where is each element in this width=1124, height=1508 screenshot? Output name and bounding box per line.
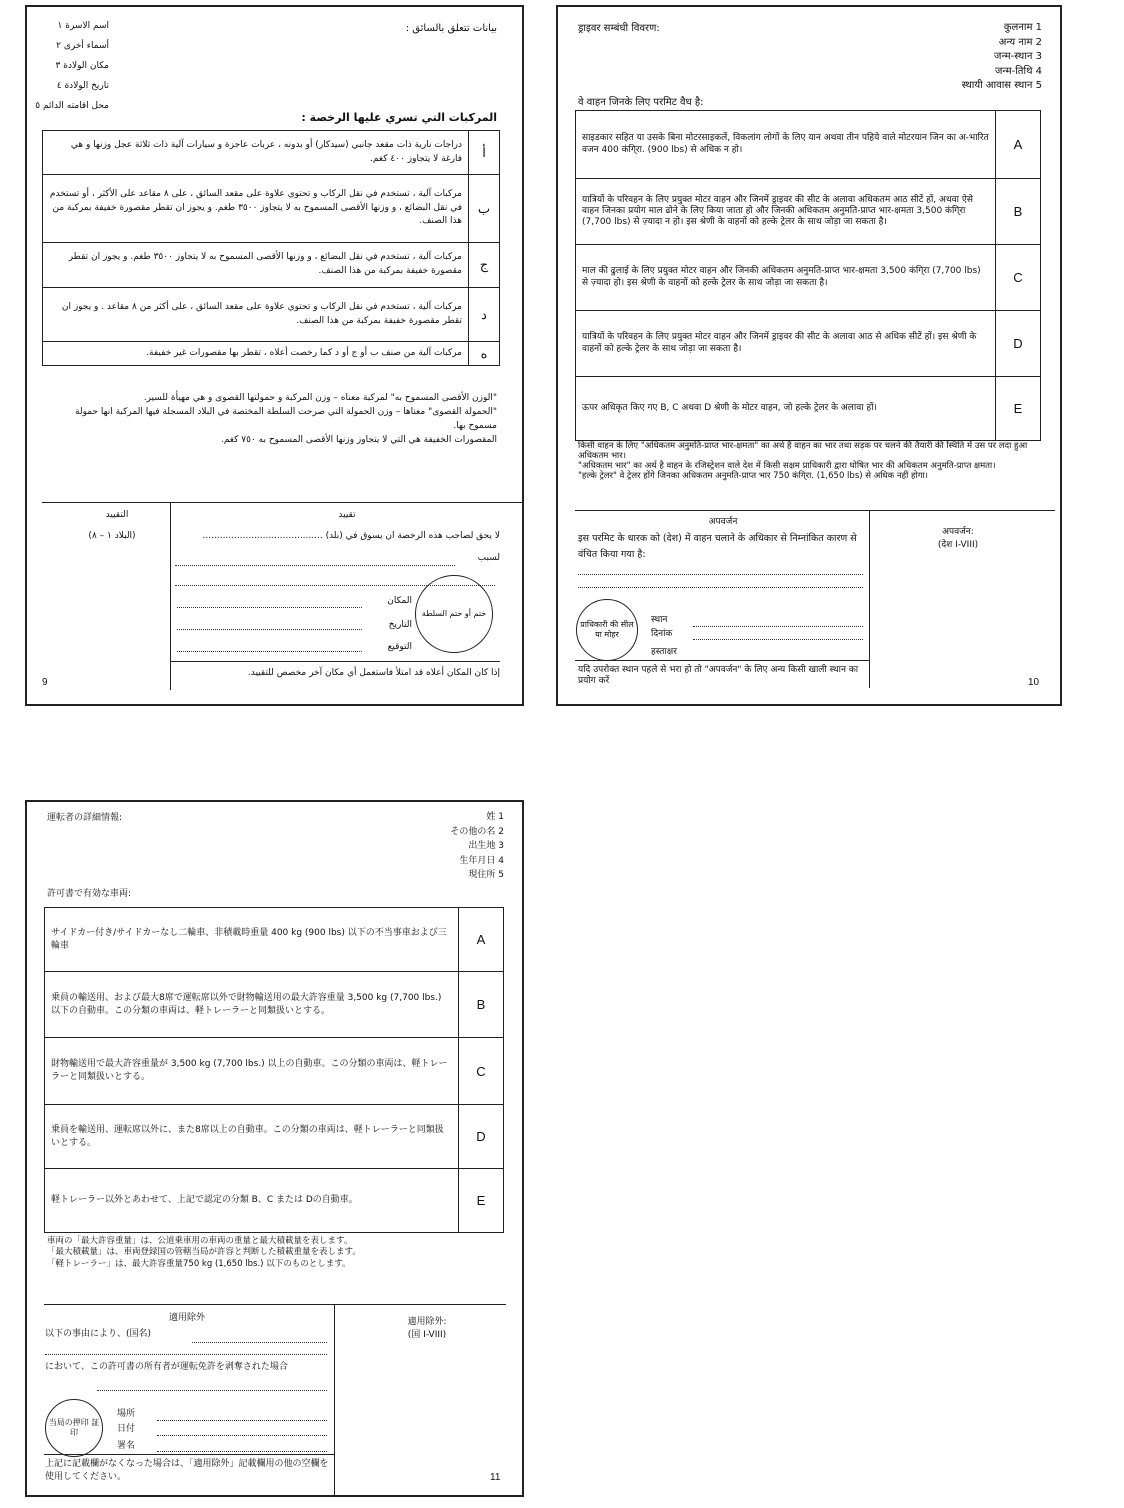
- header-title: بيانات تتعلق بالسائق :: [405, 23, 497, 34]
- date-label: 日付: [117, 1424, 136, 1434]
- exclusion-side-text: (देश I-VIII): [937, 540, 979, 550]
- vehicles-heading: 許可書で有効な車両:: [47, 889, 132, 899]
- field-surname: कुलनाम 1: [1003, 22, 1042, 33]
- exclusion-side-heading: अपवर्जन:: [942, 527, 974, 537]
- place-label: स्थान: [651, 615, 668, 625]
- page-number: 9: [42, 677, 48, 688]
- field-birthplace: जन्म-स्थान 3: [994, 51, 1042, 62]
- category-code: A: [996, 111, 1041, 179]
- note-max-weight: 車両の「最大許容重量」は、公道乗車用の車両の重量と最大積載量を表します。: [47, 1236, 353, 1246]
- field-birthdate: 生年月日 4: [459, 855, 504, 866]
- category-text: مركبات آلية ، تستخدم في نقل البضائع ، و وزنها الأقصى المسموح به لا يتجاوز ٣٥٠٠ طغم. و يجوز ان تقطر مقصورة خفيفة بمركبة من هذا الصنف.: [43, 243, 469, 288]
- date-label: التاريخ: [388, 620, 412, 630]
- category-code: E: [459, 1169, 504, 1233]
- exclusion-side-heading: 適用除外:: [407, 1317, 447, 1327]
- divider: [44, 1304, 506, 1305]
- category-code: أ: [469, 131, 500, 175]
- divider: [42, 502, 524, 503]
- restriction-side-heading: التقييد: [105, 510, 129, 520]
- category-row: [576, 245, 1041, 311]
- category-row: [43, 131, 500, 175]
- footer-note: यदि उपरोक्त स्थान पहले से भरा हो तो "अपवर्जन" के लिए अन्य किसी खाली स्थान का प्रयोग करें: [578, 665, 859, 687]
- category-code: B: [996, 179, 1041, 245]
- category-row: [45, 1169, 504, 1233]
- category-row: [45, 1105, 504, 1169]
- header-title: ड्राइवर सम्बंधी विवरण:: [578, 23, 660, 34]
- category-code: ه: [469, 342, 500, 366]
- exclusion-text: इस परमिट के धारक को (देश) में वाहन चलाने के अधिकार से निम्नांकित कारण से वंचित किया गया है:: [578, 533, 857, 561]
- category-text: साइडकार सहित या उसके बिना मोटरसाइकलें, विकलांग लोगों के लिए यान अथवा तीन पहिये वाले मोटरयान जिन का अ-भारित वजन 400 कंगि्रा. (900 lbs) से अधिक न हो।: [576, 111, 996, 179]
- category-code: A: [459, 908, 504, 972]
- fill-line: [177, 607, 362, 608]
- category-code: E: [996, 377, 1041, 441]
- category-text: 軽トレーラー以外とあわせて、上記で認定の分類 B、C または Dの自動車。: [45, 1169, 459, 1233]
- restriction-line-1: لا يحق لصاحب هذه الرخصة ان يسوق في (بلد) ..........................................: [202, 531, 500, 541]
- field-other-names: その他の名 2: [450, 826, 504, 837]
- field-birthdate: تاريخ الولادة ٤: [56, 81, 109, 91]
- place-label: المكان: [387, 596, 412, 606]
- footer-note: 上記に記載欄がなくなった場合は、「適用除外」記載欄用の他の空欄を使用してください。: [45, 1459, 329, 1482]
- category-row: [43, 243, 500, 288]
- category-text: ऊपर अधिकृत किए गए B, C अथवा D श्रेणी के मोटर वाहन, जो हल्के ट्रेलर के अलावा हों।: [576, 377, 996, 441]
- category-code: ب: [469, 175, 500, 243]
- fill-line: [157, 1435, 327, 1436]
- signature-label: हस्ताक्षर: [651, 647, 677, 657]
- category-row: [45, 1038, 504, 1105]
- category-code: C: [459, 1038, 504, 1105]
- note-max-weight: किसी वाहन के लिए "अधिकतम अनुमति-प्राप्त भार-क्षमता" का अर्थ है वाहन का भार तथा सड़क पर चलने की तैयारी की स्थिति में उस पर लदा हुआ अधिकतम भार।: [578, 441, 1028, 462]
- divider: [334, 1304, 335, 1497]
- category-text: यात्रियों के परिवहन के लिए प्रयुक्त मोटर वाहन और जिनमें ड्राइवर की सीट के अलावा आठ से अधिक सीटें हों। इस श्रेणी के वाहनों को हल्के ट्रेलर के साथ जोड़ा जा सकता है।: [576, 311, 996, 377]
- note-max-load: "الحمولة القصوى" معناها – وزن الحمولة التي صرحت السلطة المختصة في البلاد المسجلة فيها المركبة انها حمولة مسموح بها.: [75, 406, 497, 431]
- category-row: [576, 111, 1041, 179]
- weight-notes: [578, 441, 1043, 481]
- weight-notes: [72, 392, 497, 448]
- category-row: [43, 175, 500, 243]
- authority-seal: [415, 575, 493, 653]
- page-number: 10: [1028, 677, 1040, 688]
- category-text: دراجات نارية ذات مقعد جانبي (سيدكار) أو بدونه ، عربات عاجزة و سيارات آلية ذات ثلاثة عجل وزنها و هي فارغة لا يتجاوز ٤٠٠ كغم.: [43, 131, 469, 175]
- category-row: [45, 972, 504, 1038]
- vehicle-categories-table: [44, 907, 504, 1233]
- fill-line: [157, 1451, 327, 1452]
- seal-label: प्राधिकारी की सील या मोहर: [580, 619, 634, 639]
- signature-label: 署名: [117, 1441, 136, 1451]
- category-text: مركبات آلية من صنف ب أو ج أو د كما رخصت أعلاه ، تقطر بها مقصورات غير خفيفة.: [43, 342, 469, 366]
- field-other-names: أسماء أخرى ٢: [56, 41, 109, 51]
- exclusion-heading: अपवर्जन: [708, 517, 738, 527]
- vehicle-categories-table: [42, 130, 500, 366]
- field-birthdate: जन्म-तिथि 4: [995, 65, 1042, 77]
- fill-line: [578, 587, 863, 588]
- fill-line: [192, 1342, 327, 1343]
- footer-note: إذا كان المكان أعلاه قد امتلأ فاستعمل أي مكان آخر مخصص للتقييد.: [247, 668, 500, 678]
- note-max-load: "अधिकतम भार" का अर्थ है वाहन के रजिस्ट्रेशन वाले देश में किसी सक्षम प्राधिकारी द्वारा घोषित भार की अधिकतम अनुमति-प्राप्त क्षमता।: [578, 461, 996, 472]
- exclusion-side-text: (国 I-VIII): [407, 1330, 447, 1340]
- field-birthplace: مكان الولادة ٣: [55, 61, 109, 71]
- note-max-load: 「最大積載量」は、車両登録国の管轄当局が許容と判断した積載重量を表します。: [47, 1247, 361, 1258]
- fill-line: [177, 629, 362, 630]
- page-11-japanese: [25, 800, 524, 1497]
- fill-line: [175, 565, 455, 566]
- place-label: 場所: [117, 1409, 136, 1419]
- driver-fields-list: [858, 21, 1042, 94]
- category-text: مركبات آلية ، تستخدم في نقل الركاب و تحتوي علاوة على مقعد السائق ، على ٨ مقاعد على الأكثر ، أو تستخدم في نقل البضائع ، و وزنها الأقصى المسموح به لا يتجاوز ٣٥٠٠ طغم. و يجوز ان تقطر مقصورة خفيفة بمركبة من هذا الصنف.: [43, 175, 469, 243]
- driver-fields-list: [357, 810, 504, 883]
- page-9-arabic: [25, 5, 524, 706]
- field-residence: محل اقامته الدائم ٥: [35, 101, 109, 111]
- fill-line: [693, 626, 863, 627]
- fill-line: [157, 1420, 327, 1421]
- exclusion-heading: 適用除外: [168, 1313, 205, 1323]
- category-text: 乗員を輸送用、運転席以外に、また8席以上の自動車。この分類の車両は、軽トレーラーと同類扱いとする。: [45, 1105, 459, 1169]
- note-light-trailer: 「軽トレーラー」は、最大許容重量750 kg (1,650 lbs.) 以下のものとします。: [47, 1258, 351, 1269]
- category-code: ج: [469, 243, 500, 288]
- category-code: B: [459, 972, 504, 1038]
- header-title: 運転者の詳細情報:: [47, 813, 123, 823]
- field-residence: स्थायी आवास स्थान 5: [961, 80, 1042, 91]
- seal-label: ختم أو حتم السلطة: [421, 608, 487, 618]
- field-residence: 現住所 5: [468, 870, 504, 880]
- divider: [869, 510, 870, 688]
- category-row: [45, 908, 504, 972]
- fill-line: [578, 574, 863, 575]
- authority-seal: [576, 599, 638, 661]
- category-text: 乗員の輸送用、および最大8席で運転席以外で財物輸送用の最大許容重量 3,500 kg (7,700 lbs.) 以下の自動車。この分類の車両は、軽トレーラーと同類扱いとする。: [45, 972, 459, 1038]
- field-surname: 姓 1: [486, 812, 504, 822]
- driver-fields-list: [32, 16, 109, 116]
- signature-label: التوقيع: [387, 642, 412, 652]
- vehicles-heading: वे वाहन जिनके लिए परमिट वैध है:: [578, 97, 704, 108]
- category-row: [43, 288, 500, 342]
- category-text: مركبات آلية ، تستخدم في نقل الركاب و تحتوي علاوة على مقعد السائق ، على أكثر من ٨ مقاعد . و يجوز ان تقطر مقصورة خفيفة بمركبة من هذا الصنف.: [43, 288, 469, 342]
- vehicles-heading: المركبات التي تسري عليها الرخصة :: [301, 111, 497, 124]
- authority-seal: [45, 1399, 103, 1457]
- field-birthplace: 出生地 3: [468, 841, 504, 851]
- field-other-names: अन्य नाम 2: [998, 36, 1042, 48]
- divider: [575, 660, 869, 661]
- category-code: C: [996, 245, 1041, 311]
- seal-label: 当局の押印 証印: [48, 1417, 100, 1437]
- category-code: D: [996, 311, 1041, 377]
- restriction-line-2: لسبب: [477, 553, 500, 563]
- category-row: [576, 179, 1041, 245]
- category-row: [43, 342, 500, 366]
- note-max-weight: "الوزن الأقصى المسموح به" لمركبة معناه – وزن المركبة و حمولتها القصوى و هي مهيأة للسير.: [143, 393, 497, 403]
- category-row: [576, 311, 1041, 377]
- page-number: 11: [490, 1472, 501, 1483]
- fill-line: [693, 639, 863, 640]
- divider: [575, 510, 1055, 511]
- fill-line: [177, 651, 362, 652]
- date-label: दिनांक: [651, 629, 673, 639]
- category-code: د: [469, 288, 500, 342]
- restriction-side-text: (البلاد ١ – ٨): [88, 531, 136, 541]
- divider: [170, 661, 500, 662]
- category-text: यात्रियों के परिवहन के लिए प्रयुक्त मोटर वाहन और जिनमें ड्राइवर की सीट के अलावा अधिकतम आठ सीटें हों, अथवा ऐसे वाहन जिनका प्रयोग माल ढोने के लिए किया जाता हो और जिनकी अधिकतम अनुमति-प्राप्त भार-क्षमता 3,500 कंगि्रा (7,700 lbs) से ज़्यादा न हो। इस श्रेणी के वाहनों को हल्के ट्रेलर के साथ जोड़ा जा सकता है।: [576, 179, 996, 245]
- exclusion-line-1: 以下の事由により、(国名): [45, 1329, 152, 1339]
- note-light-trailer: المقصورات الخفيفة هي التي لا يتجاوز وزنها الأقصى المسموح به ٧٥٠ كغم.: [220, 434, 497, 445]
- note-light-trailer: "हल्के ट्रेलर" वे ट्रेलर होंगे जिनका अधिकतम अनुमति-प्राप्त भार 750 कंगि्रा. (1,650 lbs) से अधिक नहीं होगा।: [578, 471, 928, 482]
- category-text: 財物輸送用で最大許容重量が 3,500 kg (7,700 lbs.) 以上の自動車。この分類の車両は、軽トレーラーと同類扱いとする。: [45, 1038, 459, 1105]
- category-text: माल की ढुलाई के लिए प्रयुक्त मोटर वाहन और जिनकी अधिकतम अनुमति-प्राप्त भार-क्षमता 3,500 कंगि्रा (7,700 lbs) से ज़्यादा हो। इस श्रेणी के वाहनों को हल्के ट्रेलर के साथ जोड़ा जा सकता है।: [576, 245, 996, 311]
- category-row: [576, 377, 1041, 441]
- fill-line: [45, 1354, 327, 1355]
- vehicle-categories-table: [575, 110, 1041, 441]
- exclusion-line-2: において、この許可書の所有者が運転免許を剥奪された場合: [45, 1362, 288, 1372]
- category-text: サイドカー付き/サイドカーなし二輪車、非積載時重量 400 kg (900 lbs) 以下の不当事車および三輪車: [45, 908, 459, 972]
- weight-notes: [47, 1236, 507, 1270]
- restriction-heading: تقييد: [338, 510, 356, 520]
- divider: [44, 1454, 334, 1455]
- field-surname: اسم الاسرة ١: [57, 21, 109, 31]
- fill-line: [97, 1390, 327, 1391]
- page-10-hindi: [556, 5, 1062, 706]
- category-code: D: [459, 1105, 504, 1169]
